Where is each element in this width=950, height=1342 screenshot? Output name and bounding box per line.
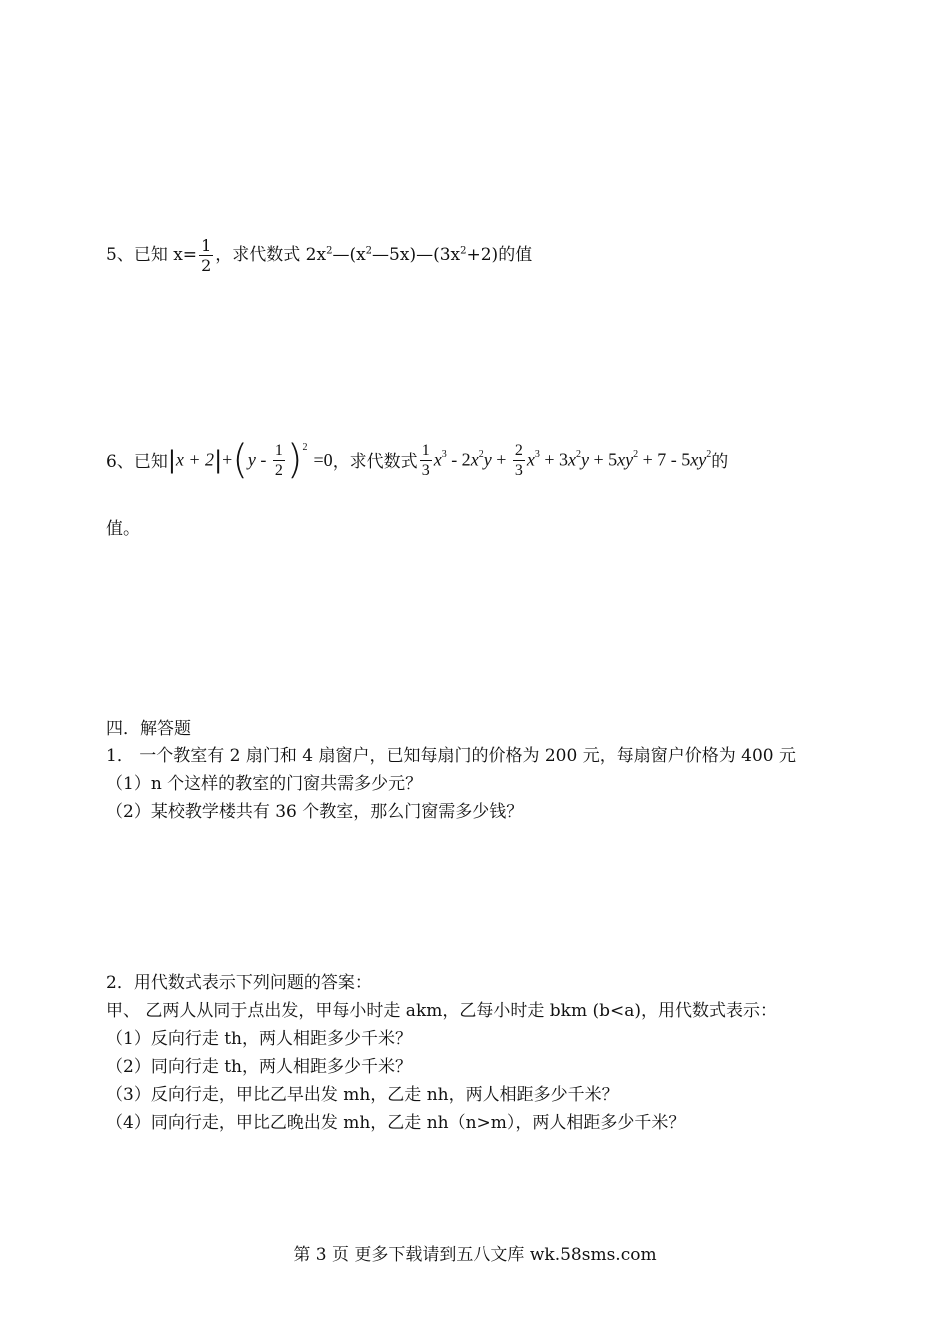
q6-t4: + 3 (539, 449, 568, 470)
q6-eq-zero: =0 (313, 449, 333, 470)
q6-t6: + 7 - 5 (638, 449, 691, 470)
q6-t1-var: x (433, 449, 442, 470)
q6-t1-num: 1 (421, 441, 430, 459)
problem-2-line-3: （1）反向行走 th，两人相距多少千米？ (106, 1029, 412, 1049)
q6-t3-fraction (513, 441, 525, 480)
q6-t4-sup: 2 (576, 449, 581, 461)
problem-1-line-3: （2）某校教学楼共有 36 个教室，那么门窗需多少钱？ (106, 802, 524, 822)
q6-t2-y: y (483, 449, 492, 470)
q6-expression (418, 441, 712, 479)
q5-frac-den: 2 (201, 256, 212, 275)
q6-t5-sup: 2 (633, 449, 639, 461)
q6-t4-var: x (568, 449, 576, 470)
q6-t1-sup: 3 (441, 449, 447, 461)
q6-t3-den: 3 (514, 461, 523, 479)
problem-1-line-1: 1． 一个教室有 2 扇门和 4 扇窗户，已知每扇门的价格为 200 元，每扇窗户价格为 400 元 (106, 746, 796, 766)
q6-condition (167, 437, 333, 483)
q6-t3-num: 2 (514, 441, 523, 459)
q5-part3: —5x)—(3x (372, 245, 461, 265)
q6-t6-var: xy (690, 449, 707, 470)
abs-bar-right: | (214, 446, 223, 474)
problem-2-line-4: （2）同向行走 th，两人相距多少千米？ (106, 1057, 412, 1077)
problem-2-line-1: 2．用代数式表示下列问题的答案： (106, 973, 372, 993)
q5-part4: +2)的值 (466, 245, 533, 265)
q6-t5-var: xy (617, 449, 634, 470)
abs-bar-left: | (167, 446, 176, 474)
question-6 (106, 437, 729, 483)
q6-paren-minus: - (255, 449, 271, 470)
q6-plus: + (222, 449, 233, 470)
q6-t3-var: x (526, 449, 535, 470)
q6-t5: + 5 (589, 449, 618, 470)
q6-t1-fraction (420, 441, 432, 480)
q6-prefix: 6、已知 (106, 452, 168, 473)
q5-sup1: 2 (326, 245, 333, 257)
q6-t1-den: 3 (421, 461, 430, 479)
q6-t2-sup: 2 (478, 449, 484, 461)
q6-t2: - 2 (446, 449, 471, 470)
q6-paren-y: y (247, 449, 256, 470)
problem-2-line-5: （3）反向行走，甲比乙早出发 mh，乙走 nh，两人相距多少千米？ (106, 1085, 619, 1105)
q5-fraction (199, 236, 213, 275)
question-5 (106, 236, 532, 275)
page-footer: 第 3 页 更多下载请到五八文库 wk.58sms.com (293, 1245, 657, 1265)
q6-continuation: 值。 (106, 519, 140, 539)
q6-paren-fraction (273, 441, 285, 480)
problem-2-line-6: （4）同向行走，甲比乙晚出发 mh，乙走 nh（n>m），两人相距多少千米？ (106, 1113, 686, 1133)
section-4-heading: 四．解答题 (106, 719, 191, 739)
q6-frac-den: 2 (274, 461, 283, 479)
q5-prefix: 5、已知 x= (106, 245, 198, 265)
q5-part2: —(x (332, 245, 366, 265)
q6-t6-sup: 2 (706, 449, 712, 461)
q6-outer-sup: 2 (302, 442, 308, 454)
q5-frac-num: 1 (201, 236, 212, 255)
q6-frac-num: 1 (274, 441, 283, 459)
q6-t2-var: x (470, 449, 479, 470)
q6-t4-y: y (581, 449, 589, 470)
q5-sup2: 2 (365, 245, 373, 257)
q5-sup3: 2 (460, 245, 467, 257)
q6-t3-sign: + (491, 449, 511, 470)
q6-suffix: 的 (711, 452, 729, 473)
problem-2-line-2: 甲、 乙两人从同于点出发，甲每小时走 akm，乙每小时走 bkm (b<a)，用代数式表示： (106, 1001, 778, 1021)
paren-left: ( (232, 437, 248, 483)
paren-right: ) (286, 437, 303, 483)
q6-abs-content: x + 2 (175, 449, 215, 470)
q6-t3-sup: 3 (534, 449, 540, 461)
problem-1-line-2: （1）n 个这样的教室的门窗共需多少元？ (106, 774, 423, 794)
q5-middle: ，求代数式 2x (215, 245, 327, 265)
q6-middle: ，求代数式 (332, 452, 418, 473)
